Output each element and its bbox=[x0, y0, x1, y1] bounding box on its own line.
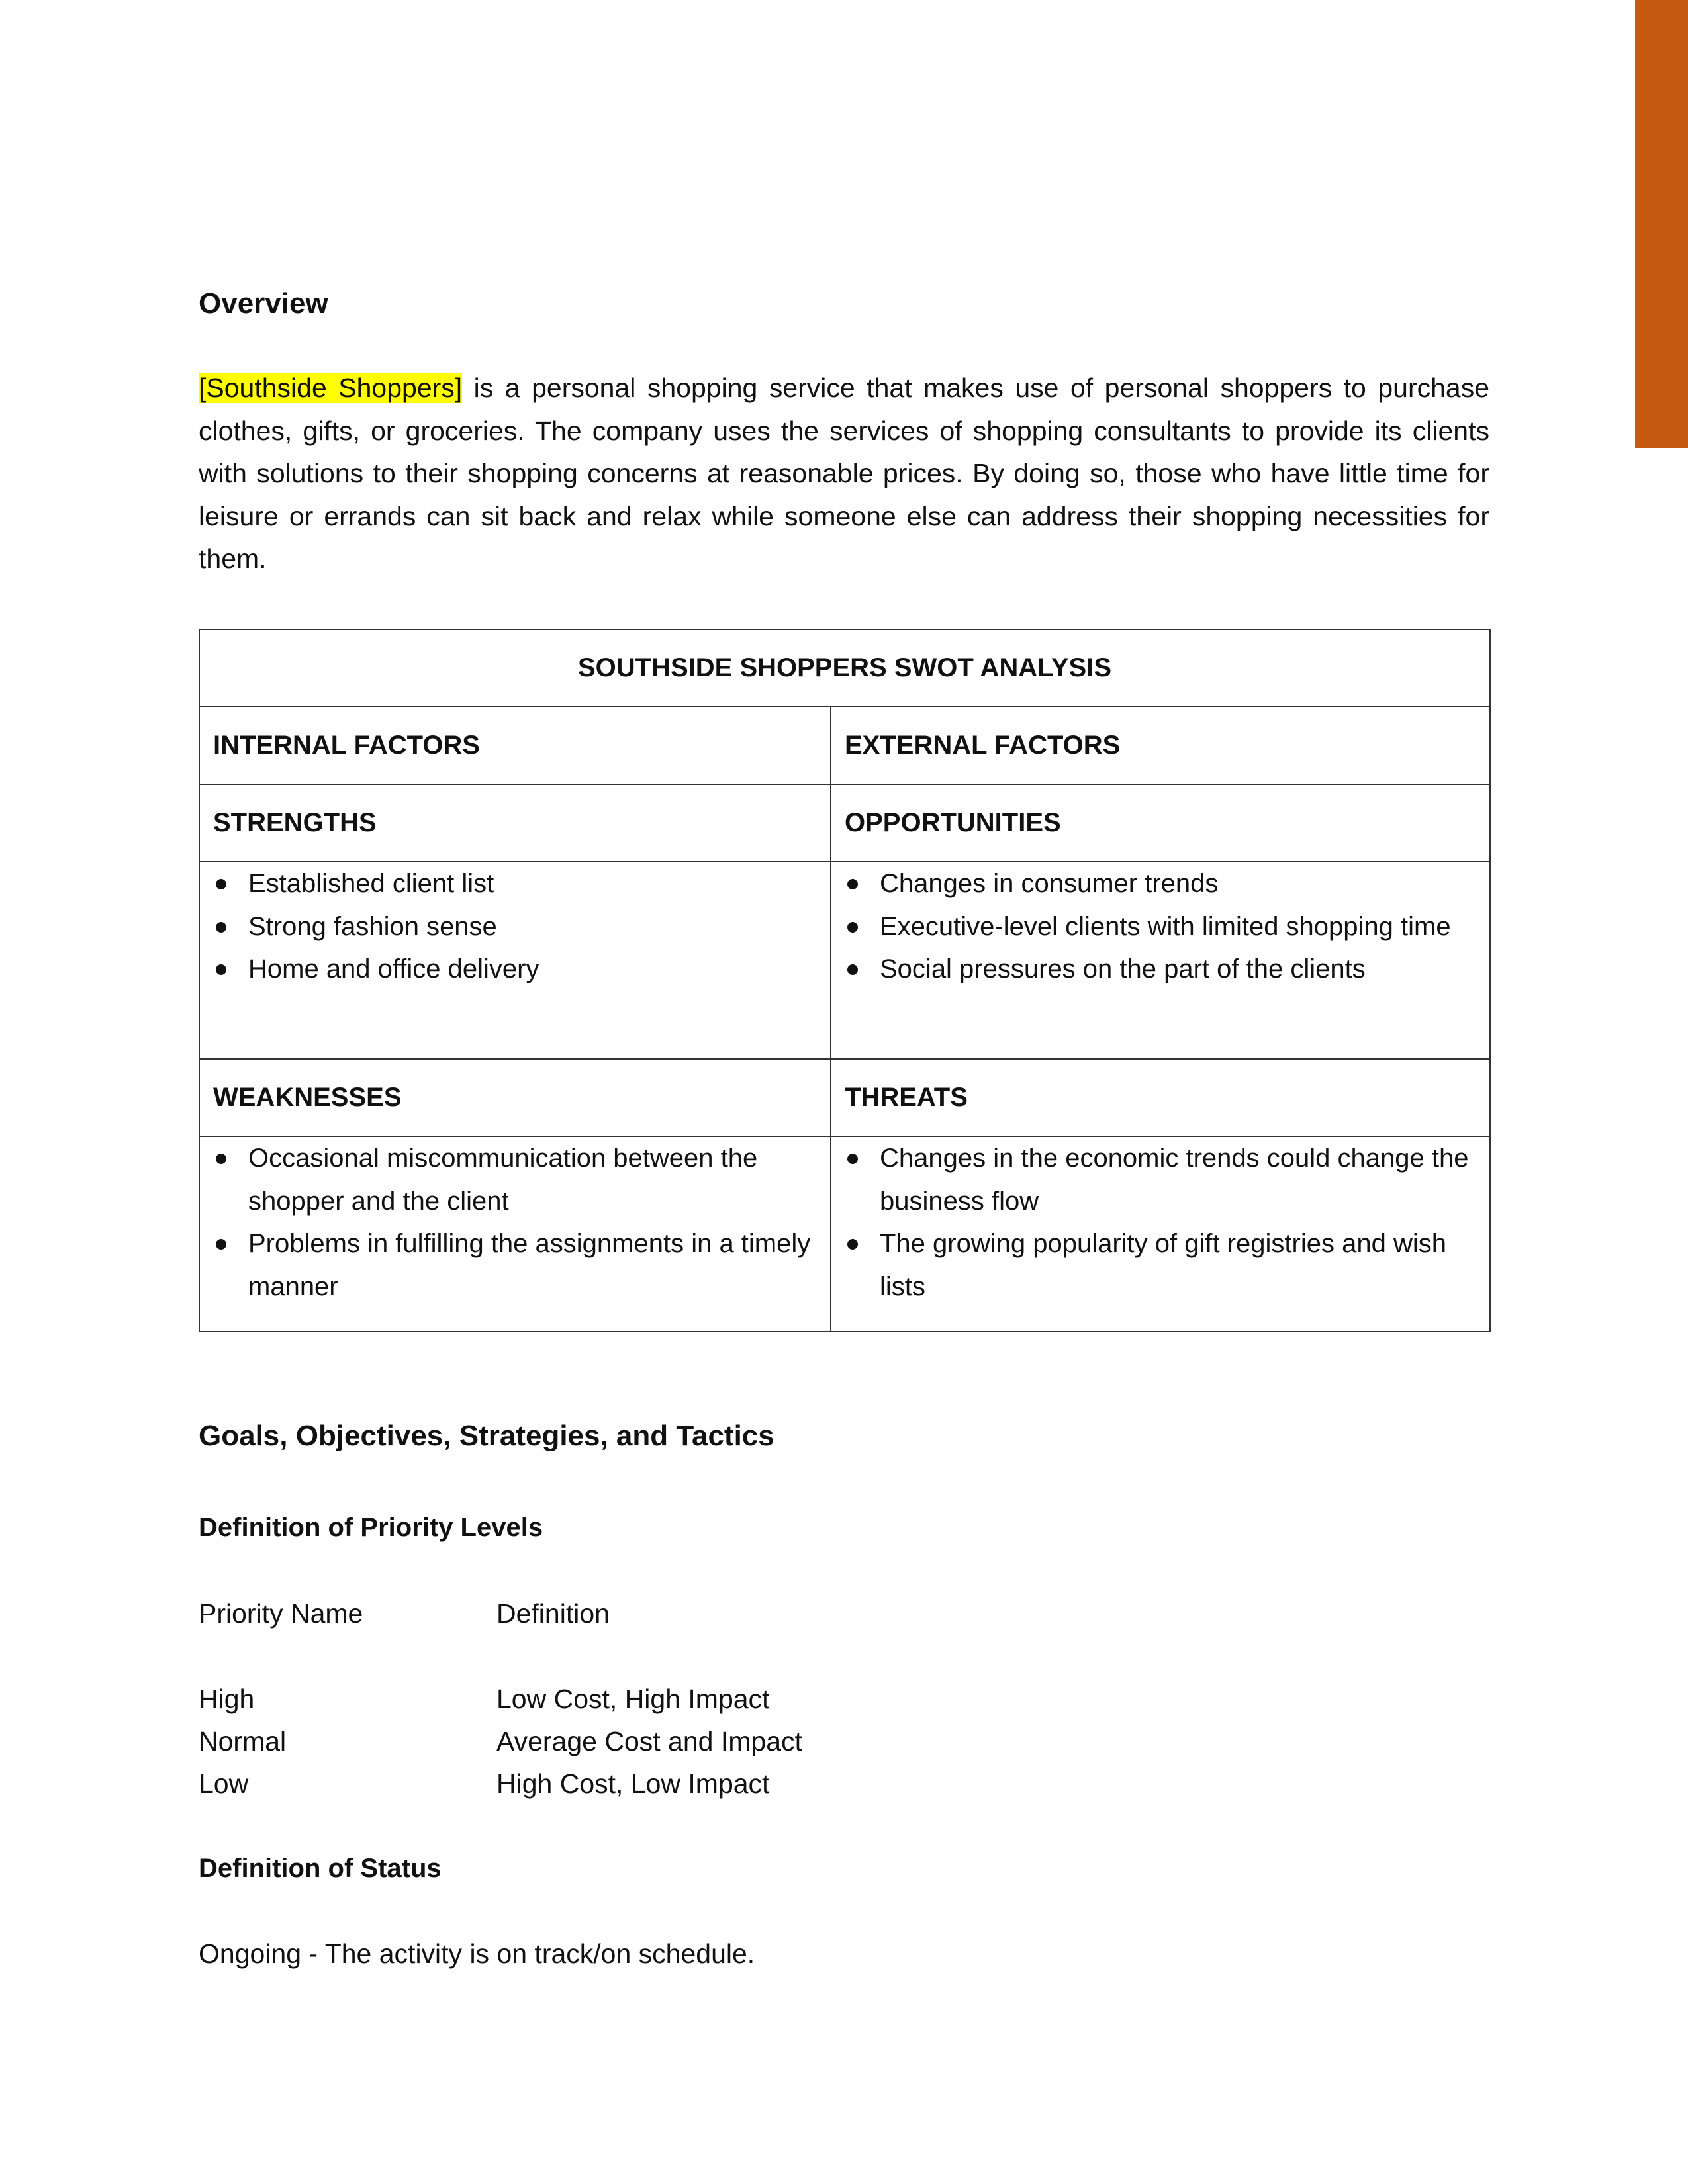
overview-heading: Overview bbox=[199, 287, 328, 320]
list-item: Changes in consumer trends bbox=[845, 862, 1476, 905]
overview-body: is a personal shopping service that makes use of personal shoppers to purchase clothes, gifts, or groceries. The company uses the services of shopping consultants to provide its clients with solutions to their shopping concerns at reasonable prices. By doing so, those who have little time for leisure or errands can sit back and relax while someone else can address their shopping necessities for them. bbox=[199, 373, 1490, 574]
internal-factors-label: INTERNAL FACTORS bbox=[199, 707, 831, 784]
priority-definition-header: Definition bbox=[496, 1598, 610, 1629]
company-name-placeholder: [Southside Shoppers] bbox=[199, 373, 463, 403]
list-item: Strong fashion sense bbox=[213, 905, 817, 948]
swot-table bbox=[199, 629, 1491, 1332]
priority-name-header: Priority Name bbox=[199, 1598, 363, 1629]
list-item: The growing popularity of gift registries and wish lists bbox=[845, 1222, 1476, 1308]
list-item: Occasional miscommunication between the shopper and the client bbox=[213, 1137, 817, 1222]
priority-row-definition: High Cost, Low Impact bbox=[496, 1768, 770, 1799]
swot-title: SOUTHSIDE SHOPPERS SWOT ANALYSIS bbox=[199, 629, 1490, 707]
priority-row-definition: Average Cost and Impact bbox=[496, 1726, 802, 1756]
priority-row-name: High bbox=[199, 1684, 255, 1714]
swot-title-row bbox=[199, 629, 1490, 707]
list-item: Social pressures on the part of the clients bbox=[845, 948, 1476, 991]
list-item: Home and office delivery bbox=[213, 948, 817, 991]
swot-labels-row-2 bbox=[199, 1059, 1490, 1136]
threats-list bbox=[845, 1137, 1476, 1308]
priority-row-name: Low bbox=[199, 1768, 249, 1799]
opportunities-cell bbox=[831, 862, 1490, 1059]
list-item: Executive-level clients with limited shopping time bbox=[845, 905, 1476, 948]
status-heading: Definition of Status bbox=[199, 1854, 442, 1883]
goals-heading: Goals, Objectives, Strategies, and Tactics bbox=[199, 1420, 774, 1452]
threats-cell bbox=[831, 1136, 1490, 1332]
threats-label: THREATS bbox=[831, 1059, 1490, 1136]
list-item: Established client list bbox=[213, 862, 817, 905]
status-ongoing-definition: Ongoing - The activity is on track/on schedule. bbox=[199, 1938, 755, 1969]
overview-paragraph bbox=[199, 367, 1489, 580]
strengths-label: STRENGTHS bbox=[199, 784, 831, 862]
priority-row-name: Normal bbox=[199, 1726, 287, 1756]
opportunities-label: OPPORTUNITIES bbox=[831, 784, 1490, 862]
priority-levels-heading: Definition of Priority Levels bbox=[199, 1513, 543, 1542]
weaknesses-cell bbox=[199, 1136, 831, 1332]
list-item: Problems in fulfilling the assignments in a timely manner bbox=[213, 1222, 817, 1308]
side-accent-bar bbox=[1635, 0, 1688, 448]
list-item: Changes in the economic trends could change the business flow bbox=[845, 1137, 1476, 1222]
swot-items-row-2 bbox=[199, 1136, 1490, 1332]
priority-row-definition: Low Cost, High Impact bbox=[496, 1684, 770, 1714]
swot-factors-row bbox=[199, 707, 1490, 784]
opportunities-list bbox=[845, 862, 1476, 991]
external-factors-label: EXTERNAL FACTORS bbox=[831, 707, 1490, 784]
swot-items-row-1 bbox=[199, 862, 1490, 1059]
weaknesses-list bbox=[213, 1137, 817, 1308]
strengths-cell bbox=[199, 862, 831, 1059]
swot-labels-row-1 bbox=[199, 784, 1490, 862]
weaknesses-label: WEAKNESSES bbox=[199, 1059, 831, 1136]
strengths-list bbox=[213, 862, 817, 991]
